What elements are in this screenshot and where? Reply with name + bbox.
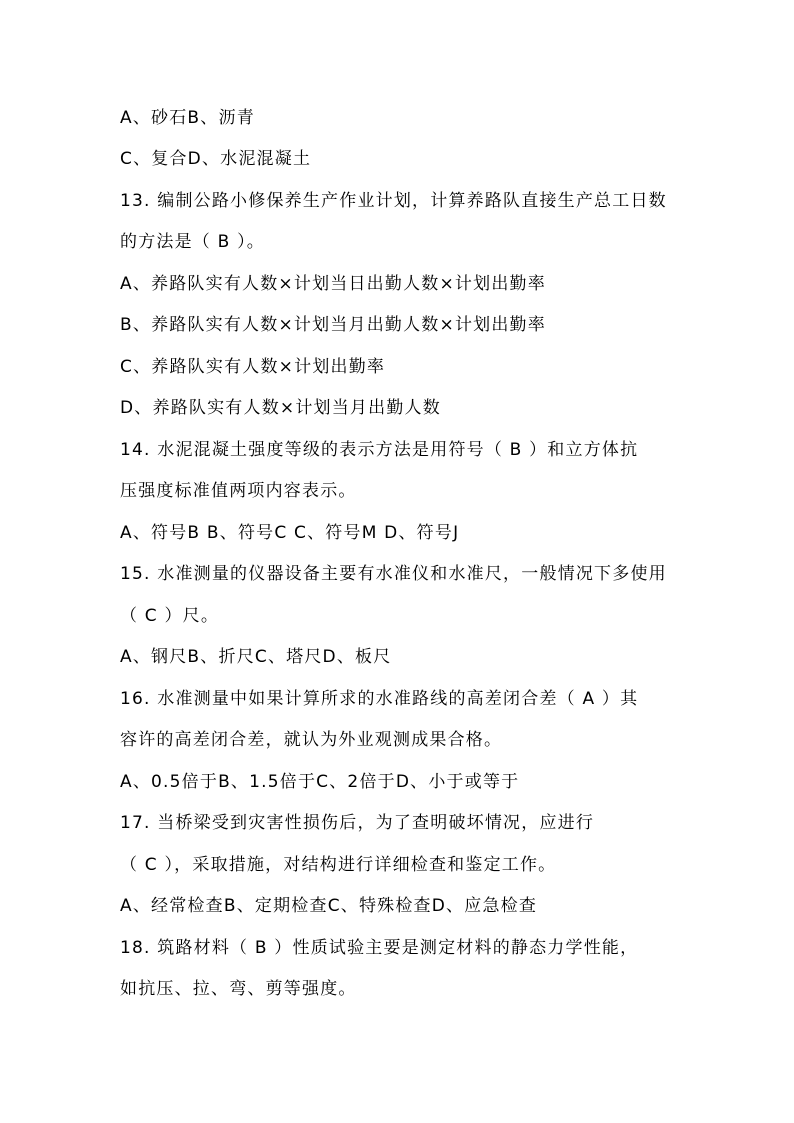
question-17-options: A、经常检查B、定期检查C、特殊检查D、应急检查 <box>120 896 538 916</box>
question-14-text: 14. 水泥混凝土强度等级的表示方法是用符号（ B ）和立方体抗 <box>120 440 639 460</box>
question-13-option-d: D、养路队实有人数×计划当月出勤人数 <box>120 398 441 418</box>
question-13-option-c: C、养路队实有人数×计划出勤率 <box>120 357 386 377</box>
question-16-options: A、0.5倍于B、1.5倍于C、2倍于D、小于或等于 <box>120 772 520 792</box>
question-13-text-cont: 的方法是（ B ）。 <box>120 232 265 252</box>
question-13-option-b: B、养路队实有人数×计划当月出勤人数×计划出勤率 <box>120 315 546 335</box>
question-17-text-cont: （ C ），采取措施，对结构进行详细检查和鉴定工作。 <box>120 855 557 875</box>
question-13-option-a: A、养路队实有人数×计划当日出勤人数×计划出勤率 <box>120 274 546 294</box>
question-13-text: 13. 编制公路小修保养生产作业计划，计算养路队直接生产总工日数 <box>120 191 667 211</box>
question-18-text: 18. 筑路材料（ B ）性质试验主要是测定材料的静态力学性能， <box>120 938 639 958</box>
question-17-text: 17. 当桥梁受到灾害性损伤后，为了查明破坏情况，应进行 <box>120 813 595 833</box>
question-18-text-cont: 如抗压、拉、弯、剪等强度。 <box>120 979 357 999</box>
answer-options-12-cd: C、复合D、水泥混凝土 <box>120 149 312 169</box>
question-14-options: A、符号B B、符号C C、符号M D、符号J <box>120 523 460 543</box>
question-15-text-cont: （ C ）尺。 <box>120 606 220 626</box>
question-15-text: 15. 水准测量的仪器设备主要有水准仪和水准尺，一般情况下多使用 <box>120 564 667 584</box>
question-15-options: A、钢尺B、折尺C、塔尺D、板尺 <box>120 647 392 667</box>
question-14-text-cont: 压强度标准值两项内容表示。 <box>120 481 357 501</box>
answer-options-12-ab: A、砂石B、沥青 <box>120 108 255 128</box>
question-16-text: 16. 水准测量中如果计算所求的水准路线的高差闭合差（ A ）其 <box>120 689 639 709</box>
question-16-text-cont: 容许的高差闭合差，就认为外业观测成果合格。 <box>120 730 503 750</box>
